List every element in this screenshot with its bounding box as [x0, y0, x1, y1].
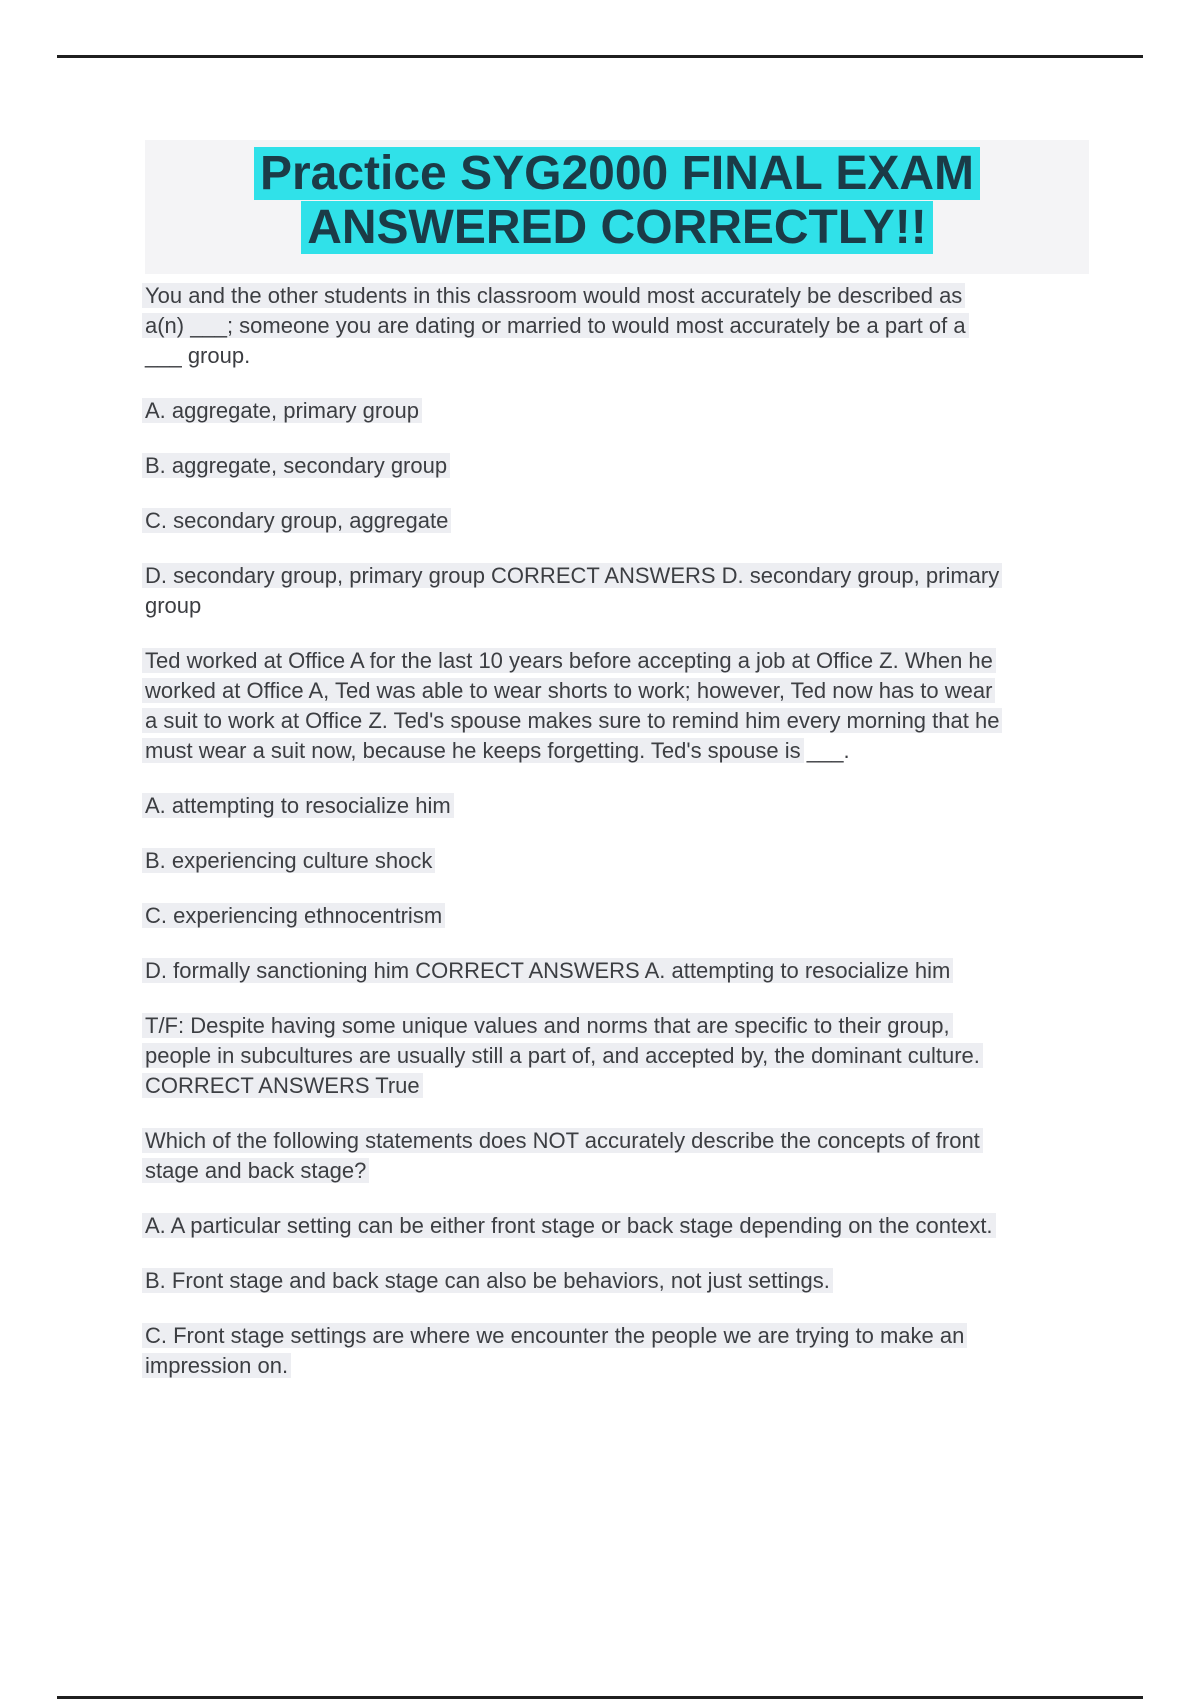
- highlighted-text: A. aggregate, primary group: [145, 398, 419, 423]
- paragraph: [145, 1126, 1089, 1186]
- title-line-1: [145, 147, 1089, 201]
- highlighted-text: must wear a suit now, because he keeps forgetting. Ted's spouse is: [145, 738, 801, 763]
- highlighted-text: people in subcultures are usually still a part of, and accepted by, the dominant culture.: [145, 1043, 980, 1068]
- top-rule: [57, 55, 1143, 58]
- text-line: [145, 676, 1089, 706]
- paragraph: [145, 846, 1089, 876]
- text-line: [145, 396, 1089, 426]
- highlighted-text: a(n) ___; someone you are dating or married to would most accurately be a part of a: [145, 313, 966, 338]
- text-line: [145, 646, 1089, 676]
- title-band: [145, 140, 1089, 274]
- paragraph: [145, 561, 1089, 621]
- highlighted-text: T/F: Despite having some unique values and norms that are specific to their group,: [145, 1013, 950, 1038]
- text-line: [145, 341, 1089, 371]
- paragraph: [145, 506, 1089, 536]
- highlighted-text: D. secondary group, primary group CORRECT ANSWERS D. secondary group, primary: [145, 563, 1000, 588]
- text-line: [145, 1011, 1089, 1041]
- title-line-2: [145, 201, 1089, 255]
- highlighted-text: CORRECT ANSWERS True: [145, 1073, 420, 1098]
- highlighted-text: D. formally sanctioning him CORRECT ANSWERS A. attempting to resocialize him: [145, 958, 951, 983]
- bottom-rule: [57, 1696, 1143, 1699]
- paragraph: [145, 646, 1089, 766]
- paragraph: [145, 451, 1089, 481]
- title-highlight-2: ANSWERED CORRECTLY!!: [301, 201, 933, 254]
- text-line: [145, 1041, 1089, 1071]
- text-line: [145, 956, 1089, 986]
- highlighted-text: Ted worked at Office A for the last 10 years before accepting a job at Office Z. When he: [145, 648, 993, 673]
- text-line: [145, 791, 1089, 821]
- text-line: [145, 591, 1089, 621]
- highlighted-text: stage and back stage?: [145, 1158, 367, 1183]
- text-line: [145, 736, 1089, 766]
- plain-text: ___ group.: [145, 343, 251, 368]
- text-line: [145, 706, 1089, 736]
- text-line: [145, 1266, 1089, 1296]
- plain-text: ___.: [800, 738, 850, 763]
- paragraph: [145, 1211, 1089, 1241]
- paragraph: [145, 956, 1089, 986]
- paragraph: [145, 396, 1089, 426]
- highlighted-text: a suit to work at Office Z. Ted's spouse makes sure to remind him every morning that he: [145, 708, 1000, 733]
- highlighted-text: You and the other students in this classroom would most accurately be described as: [145, 283, 963, 308]
- text-line: [145, 451, 1089, 481]
- highlighted-text: C. experiencing ethnocentrism: [145, 903, 443, 928]
- highlighted-text: A. attempting to resocialize him: [145, 793, 451, 818]
- highlighted-text: B. aggregate, secondary group: [145, 453, 448, 478]
- text-line: [145, 1211, 1089, 1241]
- text-line: [145, 311, 1089, 341]
- text-line: [145, 1156, 1089, 1186]
- highlighted-text: B. Front stage and back stage can also be behaviors, not just settings.: [145, 1268, 830, 1293]
- paragraph: [145, 1011, 1089, 1101]
- text-line: [145, 1126, 1089, 1156]
- text-line: [145, 901, 1089, 931]
- title-highlight-1: Practice SYG2000 FINAL EXAM: [254, 147, 980, 200]
- text-line: [145, 561, 1089, 591]
- highlighted-text: worked at Office A, Ted was able to wear shorts to work; however, Ted now has to wear: [145, 678, 993, 703]
- highlighted-text: Which of the following statements does NOT accurately describe the concepts of front: [145, 1128, 980, 1153]
- text-line: [145, 506, 1089, 536]
- highlighted-text: B. experiencing culture shock: [145, 848, 433, 873]
- highlighted-text: A. A particular setting can be either front stage or back stage depending on the context.: [145, 1213, 993, 1238]
- paragraph: [145, 1266, 1089, 1296]
- text-line: [145, 1071, 1089, 1101]
- highlighted-text: C. secondary group, aggregate: [145, 508, 449, 533]
- paragraph: [145, 1321, 1089, 1381]
- text-line: [145, 1321, 1089, 1351]
- text-line: [145, 281, 1089, 311]
- paragraph: [145, 281, 1089, 371]
- plain-text: group: [145, 593, 202, 618]
- text-line: [145, 846, 1089, 876]
- highlighted-text: impression on.: [145, 1353, 289, 1378]
- document-body: [145, 281, 1089, 1406]
- paragraph: [145, 901, 1089, 931]
- text-line: [145, 1351, 1089, 1381]
- paragraph: [145, 791, 1089, 821]
- highlighted-text: C. Front stage settings are where we encounter the people we are trying to make an: [145, 1323, 965, 1348]
